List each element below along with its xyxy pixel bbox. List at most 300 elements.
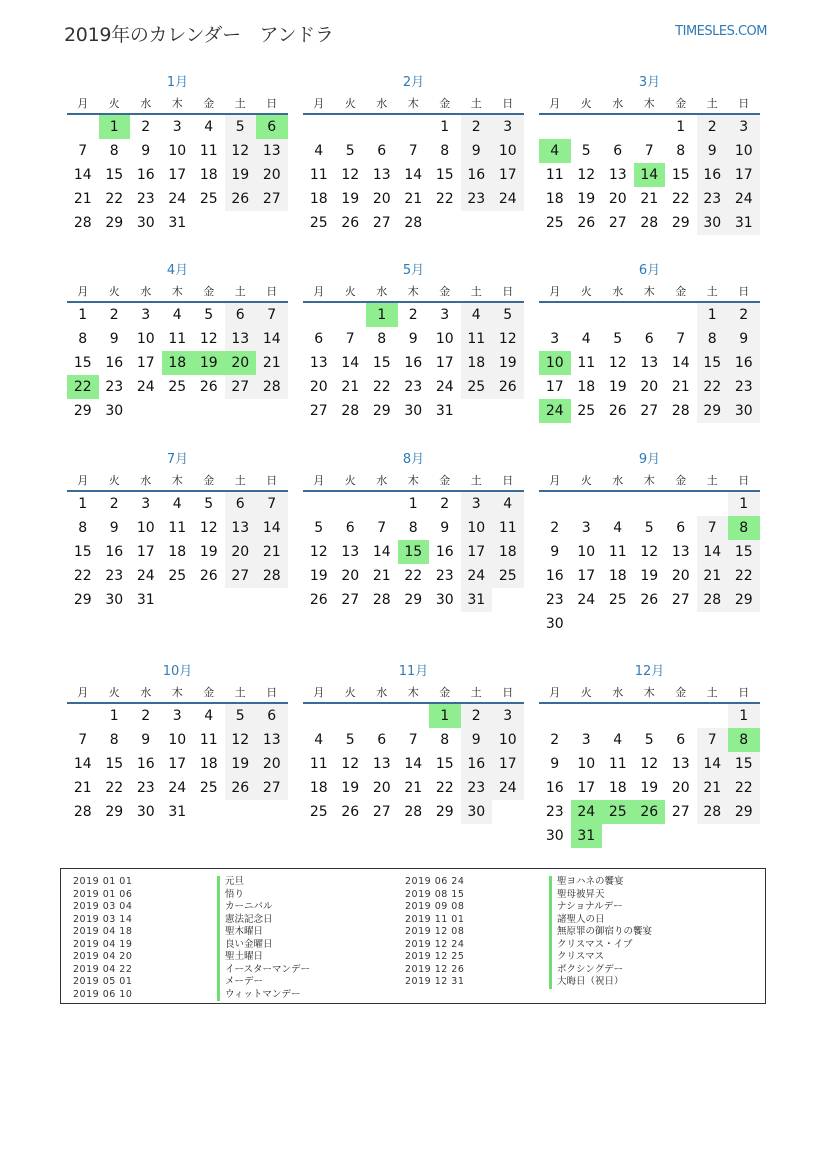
- day-cell[interactable]: 17: [577, 780, 596, 796]
- day-cell[interactable]: 11: [461, 327, 493, 351]
- day-cell[interactable]: 27: [640, 403, 659, 419]
- day-cell[interactable]: 15: [697, 351, 729, 375]
- day-cell[interactable]: 8: [697, 327, 729, 351]
- day-cell[interactable]: 26: [634, 800, 666, 824]
- day-cell[interactable]: 22: [404, 568, 423, 584]
- day-cell[interactable]: 19: [225, 163, 257, 187]
- day-cell[interactable]: 29: [435, 804, 454, 820]
- day-cell[interactable]: 17: [492, 163, 524, 187]
- day-cell[interactable]: 23: [105, 379, 124, 395]
- day-cell[interactable]: 15: [398, 540, 430, 564]
- day-cell[interactable]: 16: [728, 351, 760, 375]
- day-cell[interactable]: 11: [199, 732, 218, 748]
- day-cell[interactable]: 26: [341, 804, 360, 820]
- day-cell[interactable]: 2: [697, 115, 729, 139]
- day-cell[interactable]: 20: [225, 351, 257, 375]
- day-cell[interactable]: 21: [671, 379, 690, 395]
- day-cell[interactable]: 17: [136, 355, 155, 371]
- day-cell[interactable]: 26: [225, 187, 257, 211]
- day-cell[interactable]: 19: [193, 351, 225, 375]
- day-cell[interactable]: 19: [199, 544, 218, 560]
- day-cell[interactable]: 4: [613, 732, 623, 748]
- day-cell[interactable]: 31: [728, 211, 760, 235]
- day-cell[interactable]: 20: [640, 379, 659, 395]
- day-cell[interactable]: 6: [314, 331, 324, 347]
- day-cell[interactable]: 21: [404, 191, 423, 207]
- day-cell[interactable]: 25: [199, 780, 218, 796]
- day-cell[interactable]: 18: [608, 568, 627, 584]
- day-cell[interactable]: 8: [728, 516, 760, 540]
- day-cell[interactable]: 13: [225, 327, 257, 351]
- day-cell[interactable]: 10: [136, 331, 155, 347]
- day-cell[interactable]: 6: [345, 520, 355, 536]
- day-cell[interactable]: 31: [461, 588, 493, 612]
- day-cell[interactable]: 25: [602, 800, 634, 824]
- day-cell[interactable]: 5: [581, 143, 591, 159]
- day-cell[interactable]: 3: [728, 115, 760, 139]
- day-cell[interactable]: 29: [671, 215, 690, 231]
- day-cell[interactable]: 15: [73, 355, 92, 371]
- day-cell[interactable]: 23: [404, 379, 423, 395]
- day-cell[interactable]: 30: [136, 804, 155, 820]
- day-cell[interactable]: 19: [492, 351, 524, 375]
- day-cell[interactable]: 26: [225, 776, 257, 800]
- day-cell[interactable]: 17: [168, 756, 187, 772]
- day-cell[interactable]: 26: [608, 403, 627, 419]
- day-cell[interactable]: 1: [697, 303, 729, 327]
- day-cell[interactable]: 31: [168, 804, 187, 820]
- day-cell[interactable]: 2: [440, 496, 450, 512]
- day-cell[interactable]: 6: [676, 520, 686, 536]
- day-cell[interactable]: 4: [461, 303, 493, 327]
- day-cell[interactable]: 17: [728, 163, 760, 187]
- day-cell[interactable]: 28: [341, 403, 360, 419]
- day-cell[interactable]: 30: [105, 403, 124, 419]
- day-cell[interactable]: 27: [256, 776, 288, 800]
- day-cell[interactable]: 7: [676, 331, 686, 347]
- day-cell[interactable]: 14: [404, 756, 423, 772]
- day-cell[interactable]: 29: [404, 592, 423, 608]
- day-cell[interactable]: 17: [492, 752, 524, 776]
- day-cell[interactable]: 25: [168, 379, 187, 395]
- day-cell[interactable]: 3: [172, 708, 182, 724]
- day-cell[interactable]: 20: [256, 752, 288, 776]
- day-cell[interactable]: 9: [550, 756, 560, 772]
- day-cell[interactable]: 24: [168, 780, 187, 796]
- day-cell[interactable]: 21: [256, 351, 288, 375]
- day-cell[interactable]: 26: [199, 568, 218, 584]
- day-cell[interactable]: 14: [256, 327, 288, 351]
- day-cell[interactable]: 22: [697, 375, 729, 399]
- day-cell[interactable]: 10: [168, 732, 187, 748]
- day-cell[interactable]: 25: [309, 804, 328, 820]
- day-cell[interactable]: 30: [697, 211, 729, 235]
- day-cell[interactable]: 23: [545, 804, 564, 820]
- day-cell[interactable]: 24: [728, 187, 760, 211]
- day-cell[interactable]: 19: [577, 191, 596, 207]
- day-cell[interactable]: 11: [492, 516, 524, 540]
- day-cell[interactable]: 6: [676, 732, 686, 748]
- day-cell[interactable]: 1: [78, 496, 88, 512]
- day-cell[interactable]: 21: [372, 568, 391, 584]
- day-cell[interactable]: 16: [404, 355, 423, 371]
- day-cell[interactable]: 9: [728, 327, 760, 351]
- day-cell[interactable]: 30: [105, 592, 124, 608]
- day-cell[interactable]: 10: [492, 139, 524, 163]
- day-cell[interactable]: 7: [256, 492, 288, 516]
- day-cell[interactable]: 31: [571, 824, 603, 848]
- day-cell[interactable]: 9: [141, 143, 151, 159]
- day-cell[interactable]: 3: [440, 307, 450, 323]
- day-cell[interactable]: 13: [225, 516, 257, 540]
- day-cell[interactable]: 20: [671, 568, 690, 584]
- day-cell[interactable]: 5: [644, 732, 654, 748]
- day-cell[interactable]: 8: [408, 520, 418, 536]
- day-cell[interactable]: 10: [577, 544, 596, 560]
- day-cell[interactable]: 9: [141, 732, 151, 748]
- day-cell[interactable]: 14: [634, 163, 666, 187]
- day-cell[interactable]: 12: [492, 327, 524, 351]
- day-cell[interactable]: 10: [539, 351, 571, 375]
- day-cell[interactable]: 12: [199, 331, 218, 347]
- day-cell[interactable]: 19: [608, 379, 627, 395]
- day-cell[interactable]: 16: [461, 752, 493, 776]
- day-cell[interactable]: 9: [697, 139, 729, 163]
- day-cell[interactable]: 15: [435, 756, 454, 772]
- day-cell[interactable]: 10: [435, 331, 454, 347]
- day-cell[interactable]: 11: [545, 167, 564, 183]
- day-cell[interactable]: 1: [676, 119, 686, 135]
- day-cell[interactable]: 14: [73, 756, 92, 772]
- day-cell[interactable]: 30: [728, 399, 760, 423]
- day-cell[interactable]: 23: [697, 187, 729, 211]
- day-cell[interactable]: 7: [256, 303, 288, 327]
- day-cell[interactable]: 17: [168, 167, 187, 183]
- day-cell[interactable]: 29: [105, 215, 124, 231]
- day-cell[interactable]: 3: [141, 496, 151, 512]
- day-cell[interactable]: 2: [461, 115, 493, 139]
- day-cell[interactable]: 1: [109, 708, 119, 724]
- day-cell[interactable]: 15: [728, 752, 760, 776]
- day-cell[interactable]: 8: [440, 143, 450, 159]
- day-cell[interactable]: 3: [492, 115, 524, 139]
- day-cell[interactable]: 9: [461, 139, 493, 163]
- day-cell[interactable]: 22: [671, 191, 690, 207]
- day-cell[interactable]: 20: [372, 780, 391, 796]
- day-cell[interactable]: 18: [309, 191, 328, 207]
- day-cell[interactable]: 8: [109, 143, 119, 159]
- day-cell[interactable]: 12: [640, 756, 659, 772]
- day-cell[interactable]: 21: [73, 191, 92, 207]
- day-cell[interactable]: 29: [728, 800, 760, 824]
- day-cell[interactable]: 7: [408, 143, 418, 159]
- day-cell[interactable]: 7: [697, 728, 729, 752]
- day-cell[interactable]: 28: [671, 403, 690, 419]
- day-cell[interactable]: 11: [168, 331, 187, 347]
- day-cell[interactable]: 2: [141, 119, 151, 135]
- day-cell[interactable]: 27: [256, 187, 288, 211]
- day-cell[interactable]: 9: [408, 331, 418, 347]
- day-cell[interactable]: 20: [225, 540, 257, 564]
- day-cell[interactable]: 14: [404, 167, 423, 183]
- day-cell[interactable]: 4: [613, 520, 623, 536]
- day-cell[interactable]: 26: [309, 592, 328, 608]
- day-cell[interactable]: 14: [372, 544, 391, 560]
- day-cell[interactable]: 22: [728, 776, 760, 800]
- day-cell[interactable]: 30: [545, 616, 564, 632]
- day-cell[interactable]: 23: [545, 592, 564, 608]
- day-cell[interactable]: 24: [136, 568, 155, 584]
- day-cell[interactable]: 4: [172, 496, 182, 512]
- day-cell[interactable]: 2: [408, 307, 418, 323]
- day-cell[interactable]: 1: [728, 492, 760, 516]
- day-cell[interactable]: 15: [435, 167, 454, 183]
- day-cell[interactable]: 1: [440, 119, 450, 135]
- day-cell[interactable]: 1: [366, 303, 398, 327]
- day-cell[interactable]: 5: [345, 143, 355, 159]
- day-cell[interactable]: 18: [309, 780, 328, 796]
- day-cell[interactable]: 28: [73, 804, 92, 820]
- day-cell[interactable]: 2: [728, 303, 760, 327]
- day-cell[interactable]: 6: [613, 143, 623, 159]
- day-cell[interactable]: 28: [697, 588, 729, 612]
- day-cell[interactable]: 27: [608, 215, 627, 231]
- day-cell[interactable]: 24: [492, 776, 524, 800]
- day-cell[interactable]: 24: [461, 564, 493, 588]
- day-cell[interactable]: 10: [492, 728, 524, 752]
- day-cell[interactable]: 29: [73, 592, 92, 608]
- day-cell[interactable]: 3: [550, 331, 560, 347]
- day-cell[interactable]: 20: [256, 163, 288, 187]
- day-cell[interactable]: 22: [435, 780, 454, 796]
- day-cell[interactable]: 15: [73, 544, 92, 560]
- day-cell[interactable]: 25: [309, 215, 328, 231]
- day-cell[interactable]: 8: [676, 143, 686, 159]
- day-cell[interactable]: 22: [105, 191, 124, 207]
- day-cell[interactable]: 3: [581, 520, 591, 536]
- day-cell[interactable]: 18: [199, 167, 218, 183]
- day-cell[interactable]: 15: [105, 167, 124, 183]
- day-cell[interactable]: 20: [671, 780, 690, 796]
- day-cell[interactable]: 11: [608, 544, 627, 560]
- day-cell[interactable]: 15: [671, 167, 690, 183]
- day-cell[interactable]: 24: [435, 379, 454, 395]
- day-cell[interactable]: 13: [671, 544, 690, 560]
- day-cell[interactable]: 18: [199, 756, 218, 772]
- day-cell[interactable]: 23: [728, 375, 760, 399]
- day-cell[interactable]: 5: [613, 331, 623, 347]
- day-cell[interactable]: 21: [73, 780, 92, 796]
- day-cell[interactable]: 14: [341, 355, 360, 371]
- day-cell[interactable]: 5: [492, 303, 524, 327]
- day-cell[interactable]: 10: [168, 143, 187, 159]
- day-cell[interactable]: 21: [256, 540, 288, 564]
- day-cell[interactable]: 30: [461, 800, 493, 824]
- day-cell[interactable]: 2: [550, 520, 560, 536]
- day-cell[interactable]: 28: [256, 375, 288, 399]
- day-cell[interactable]: 21: [697, 776, 729, 800]
- day-cell[interactable]: 3: [581, 732, 591, 748]
- day-cell[interactable]: 1: [408, 496, 418, 512]
- day-cell[interactable]: 15: [728, 540, 760, 564]
- day-cell[interactable]: 30: [435, 592, 454, 608]
- day-cell[interactable]: 23: [136, 780, 155, 796]
- day-cell[interactable]: 12: [309, 544, 328, 560]
- day-cell[interactable]: 25: [461, 375, 493, 399]
- day-cell[interactable]: 4: [204, 708, 214, 724]
- day-cell[interactable]: 11: [309, 756, 328, 772]
- day-cell[interactable]: 16: [461, 163, 493, 187]
- day-cell[interactable]: 16: [136, 756, 155, 772]
- day-cell[interactable]: 24: [571, 800, 603, 824]
- day-cell[interactable]: 2: [461, 704, 493, 728]
- day-cell[interactable]: 18: [162, 351, 194, 375]
- day-cell[interactable]: 24: [136, 379, 155, 395]
- day-cell[interactable]: 5: [204, 496, 214, 512]
- day-cell[interactable]: 27: [372, 215, 391, 231]
- day-cell[interactable]: 22: [372, 379, 391, 395]
- day-cell[interactable]: 5: [644, 520, 654, 536]
- day-cell[interactable]: 7: [377, 520, 387, 536]
- day-cell[interactable]: 29: [697, 399, 729, 423]
- day-cell[interactable]: 9: [461, 728, 493, 752]
- day-cell[interactable]: 2: [109, 496, 119, 512]
- day-cell[interactable]: 31: [136, 592, 155, 608]
- day-cell[interactable]: 15: [105, 756, 124, 772]
- day-cell[interactable]: 28: [640, 215, 659, 231]
- day-cell[interactable]: 20: [608, 191, 627, 207]
- day-cell[interactable]: 24: [577, 592, 596, 608]
- day-cell[interactable]: 13: [341, 544, 360, 560]
- day-cell[interactable]: 22: [73, 568, 92, 584]
- day-cell[interactable]: 7: [644, 143, 654, 159]
- day-cell[interactable]: 5: [345, 732, 355, 748]
- day-cell[interactable]: 17: [461, 540, 493, 564]
- day-cell[interactable]: 24: [168, 191, 187, 207]
- day-cell[interactable]: 11: [608, 756, 627, 772]
- day-cell[interactable]: 4: [581, 331, 591, 347]
- day-cell[interactable]: 28: [256, 564, 288, 588]
- day-cell[interactable]: 22: [105, 780, 124, 796]
- day-cell[interactable]: 12: [225, 728, 257, 752]
- day-cell[interactable]: 17: [545, 379, 564, 395]
- day-cell[interactable]: 18: [461, 351, 493, 375]
- day-cell[interactable]: 16: [697, 163, 729, 187]
- day-cell[interactable]: 1: [728, 704, 760, 728]
- day-cell[interactable]: 12: [225, 139, 257, 163]
- day-cell[interactable]: 16: [545, 568, 564, 584]
- day-cell[interactable]: 21: [640, 191, 659, 207]
- day-cell[interactable]: 30: [545, 828, 564, 844]
- day-cell[interactable]: 4: [539, 139, 571, 163]
- day-cell[interactable]: 29: [105, 804, 124, 820]
- day-cell[interactable]: 3: [461, 492, 493, 516]
- day-cell[interactable]: 31: [435, 403, 454, 419]
- day-cell[interactable]: 11: [199, 143, 218, 159]
- day-cell[interactable]: 24: [492, 187, 524, 211]
- day-cell[interactable]: 6: [377, 143, 387, 159]
- day-cell[interactable]: 19: [341, 780, 360, 796]
- day-cell[interactable]: 27: [341, 592, 360, 608]
- day-cell[interactable]: 14: [256, 516, 288, 540]
- day-cell[interactable]: 13: [608, 167, 627, 183]
- day-cell[interactable]: 24: [539, 399, 571, 423]
- day-cell[interactable]: 2: [550, 732, 560, 748]
- day-cell[interactable]: 27: [309, 403, 328, 419]
- day-cell[interactable]: 25: [577, 403, 596, 419]
- day-cell[interactable]: 4: [314, 732, 324, 748]
- day-cell[interactable]: 19: [225, 752, 257, 776]
- day-cell[interactable]: 1: [78, 307, 88, 323]
- day-cell[interactable]: 7: [78, 143, 88, 159]
- day-cell[interactable]: 6: [225, 303, 257, 327]
- day-cell[interactable]: 19: [341, 191, 360, 207]
- day-cell[interactable]: 8: [78, 331, 88, 347]
- day-cell[interactable]: 22: [435, 191, 454, 207]
- day-cell[interactable]: 13: [671, 756, 690, 772]
- day-cell[interactable]: 13: [309, 355, 328, 371]
- day-cell[interactable]: 26: [577, 215, 596, 231]
- day-cell[interactable]: 12: [577, 167, 596, 183]
- day-cell[interactable]: 9: [109, 520, 119, 536]
- day-cell[interactable]: 12: [608, 355, 627, 371]
- day-cell[interactable]: 19: [309, 568, 328, 584]
- day-cell[interactable]: 18: [608, 780, 627, 796]
- day-cell[interactable]: 5: [225, 704, 257, 728]
- day-cell[interactable]: 13: [256, 139, 288, 163]
- day-cell[interactable]: 16: [136, 167, 155, 183]
- day-cell[interactable]: 6: [225, 492, 257, 516]
- day-cell[interactable]: 16: [545, 780, 564, 796]
- day-cell[interactable]: 2: [141, 708, 151, 724]
- day-cell[interactable]: 12: [199, 520, 218, 536]
- day-cell[interactable]: 25: [545, 215, 564, 231]
- day-cell[interactable]: 30: [136, 215, 155, 231]
- day-cell[interactable]: 12: [640, 544, 659, 560]
- day-cell[interactable]: 29: [372, 403, 391, 419]
- day-cell[interactable]: 12: [341, 167, 360, 183]
- day-cell[interactable]: 20: [372, 191, 391, 207]
- day-cell[interactable]: 4: [204, 119, 214, 135]
- day-cell[interactable]: 14: [697, 752, 729, 776]
- day-cell[interactable]: 13: [372, 756, 391, 772]
- day-cell[interactable]: 8: [78, 520, 88, 536]
- day-cell[interactable]: 10: [728, 139, 760, 163]
- day-cell[interactable]: 25: [168, 568, 187, 584]
- day-cell[interactable]: 26: [199, 379, 218, 395]
- day-cell[interactable]: 26: [341, 215, 360, 231]
- day-cell[interactable]: 28: [404, 804, 423, 820]
- day-cell[interactable]: 22: [728, 564, 760, 588]
- day-cell[interactable]: 29: [73, 403, 92, 419]
- day-cell[interactable]: 23: [461, 776, 493, 800]
- day-cell[interactable]: 25: [608, 592, 627, 608]
- day-cell[interactable]: 27: [372, 804, 391, 820]
- day-cell[interactable]: 27: [671, 804, 690, 820]
- day-cell[interactable]: 3: [492, 704, 524, 728]
- day-cell[interactable]: 8: [728, 728, 760, 752]
- day-cell[interactable]: 6: [256, 115, 288, 139]
- day-cell[interactable]: 6: [644, 331, 654, 347]
- day-cell[interactable]: 17: [136, 544, 155, 560]
- day-cell[interactable]: 18: [492, 540, 524, 564]
- day-cell[interactable]: 9: [109, 331, 119, 347]
- day-cell[interactable]: 28: [372, 592, 391, 608]
- day-cell[interactable]: 17: [577, 568, 596, 584]
- day-cell[interactable]: 13: [372, 167, 391, 183]
- day-cell[interactable]: 14: [73, 167, 92, 183]
- day-cell[interactable]: 29: [728, 588, 760, 612]
